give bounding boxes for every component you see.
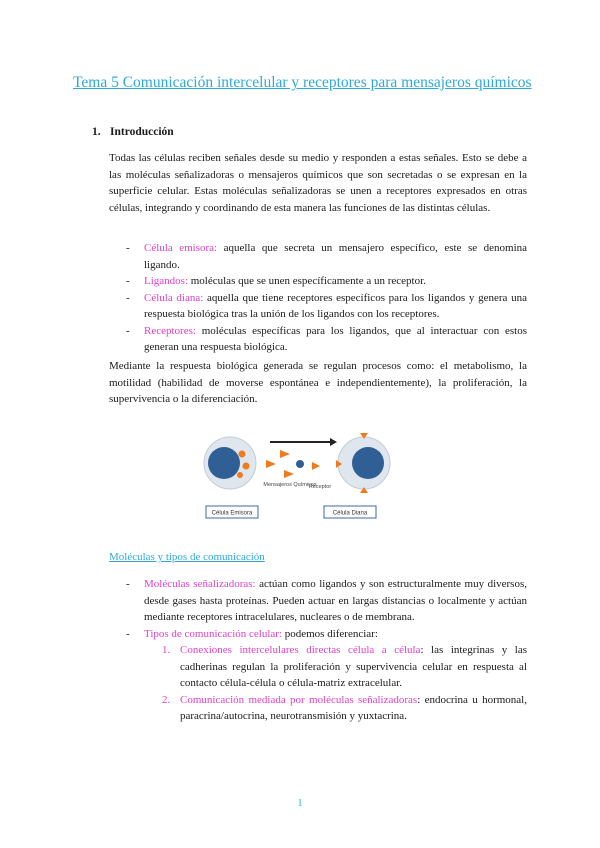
type-term: Moléculas señalizadoras: <box>144 578 256 590</box>
messenger-triangle <box>284 470 294 478</box>
type-term: Tipos de comunicación celular: <box>144 627 282 640</box>
bullet-dash: - <box>126 291 130 304</box>
section-title: Introducción <box>110 126 174 138</box>
diagram-svg <box>200 420 396 524</box>
bullet-dash: - <box>126 275 130 287</box>
bullet-dash: - <box>126 578 130 590</box>
comm-type-term: Conexiones intercelulares directas célula a célula <box>180 644 421 656</box>
section-number: 1. <box>92 126 101 138</box>
list-item <box>126 576 527 626</box>
definition-text: aquella que tiene receptores específicos para los ligandos y genera una respuesta biológica tras la unión de los ligandos con los receptores. <box>144 291 527 320</box>
list-item <box>126 290 527 323</box>
list-item <box>126 626 527 725</box>
comm-type-text: : las integrinas y las cadherinas regulan la proliferación y supervivencia celular en respuesta al contacto célula-célula o célula-matriz extracelular. <box>180 644 527 689</box>
vesicle <box>237 472 243 478</box>
list-item <box>126 323 527 356</box>
messenger-circle <box>296 460 304 468</box>
list-item <box>126 240 527 273</box>
definition-text: moléculas específicas para los ligandos, que al interactuar con estos generan una respuesta biológica. <box>144 324 527 353</box>
vesicle <box>243 463 250 470</box>
list-item <box>144 692 527 725</box>
bullet-dash: - <box>126 324 130 337</box>
vesicle <box>239 451 246 458</box>
types-list <box>126 576 527 725</box>
emitter-label: Célula Emisora <box>211 510 253 517</box>
comm-type-term: Comunicación mediada por moléculas señalizadoras <box>180 693 418 706</box>
definition-term: Ligandos: <box>144 275 188 287</box>
definition-text: aquella que secreta un mensajero específico, este se denomina ligando. <box>144 242 528 271</box>
target-nucleus <box>352 447 384 479</box>
list-number: 1. <box>162 644 171 656</box>
communication-types-list <box>144 642 527 725</box>
list-item <box>126 273 527 290</box>
definition-term: Célula diana: <box>144 291 204 304</box>
subsection-heading: Moléculas y tipos de comunicación <box>109 551 265 563</box>
bullet-dash: - <box>126 627 130 640</box>
definition-text: moléculas que se unen específicamente a un receptor. <box>188 275 426 287</box>
comm-type-text: : endocrina u hormonal, paracrina/autocrina, neurotransmisión y yuxtacrina. <box>180 693 527 722</box>
cell-communication-diagram <box>200 420 396 524</box>
messenger-triangle <box>280 450 290 458</box>
type-text: podemos diferenciar: <box>281 627 378 640</box>
definition-term: Receptores: <box>144 324 196 337</box>
type-text: actúan como ligandos y son estructuralmente muy diversos, desde gases hasta proteínas. Pueden actuar en largas distancias o localmente y actúan mediante receptores intracelulares, nucleares o de membrana. <box>144 578 527 623</box>
list-number: 2. <box>162 693 171 706</box>
emitter-nucleus <box>208 447 240 479</box>
section-heading <box>92 126 174 138</box>
document-title: Tema 5 Comunicación intercelular y receptores para mensajeros químicos <box>73 74 532 91</box>
definitions-list <box>126 240 527 356</box>
messengers-label: Mensajeros Químicos <box>263 482 317 488</box>
arrow-head-icon <box>330 438 337 446</box>
target-label: Célula Diana <box>332 510 368 517</box>
response-paragraph: Mediante la respuesta biológica generada se regulan procesos como: el metabolismo, la motilidad (habilidad de moverse espontánea e independientemente), la proliferación, la supervivencia o la diferenciación. <box>109 360 527 405</box>
messenger-triangle <box>266 460 276 468</box>
bullet-dash: - <box>126 242 130 254</box>
receptor-label: Receptor <box>308 484 332 490</box>
list-item <box>144 642 527 692</box>
page-number: 1 <box>297 798 303 809</box>
messenger-triangle <box>312 462 320 470</box>
definition-term: Célula emisora: <box>144 242 218 254</box>
intro-paragraph: Todas las células reciben señales desde su medio y responden a estas señales. Esto se debe a las moléculas señalizadoras o mensajeros químicos que son secretadas o se expresan en la superficie celular. Estas moléculas señalizadoras se unen a receptores expresados en otras células, integrando y coordinando de esta manera las funciones de las distintas células. <box>109 152 527 214</box>
